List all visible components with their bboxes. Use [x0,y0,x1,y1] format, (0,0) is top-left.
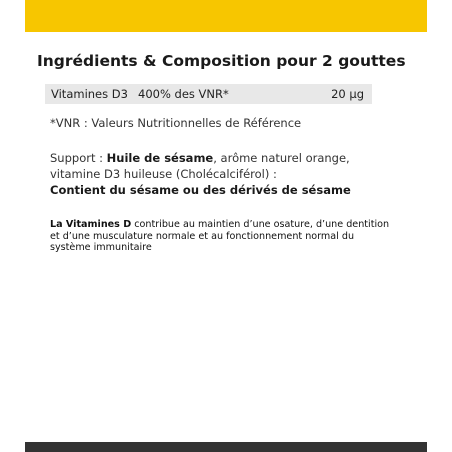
support-oil: Huile de sésame [106,151,214,165]
support-text [50,150,390,182]
bottom-color-band [25,442,427,452]
nutrient-row [45,84,372,104]
nutrient-name: Vitamines D3 [51,87,128,101]
top-color-band [25,0,427,32]
support-prefix: Support : [50,151,107,165]
page-title: Ingrédients & Composition pour 2 gouttes [37,52,406,70]
nutrient-vnr: 400% des VNR* [138,87,229,101]
support-rest: , arôme naturel orange, [213,151,350,165]
nutrient-quantity: 20 µg [331,87,364,101]
vnr-footnote: *VNR : Valeurs Nutritionnelles de Référence [50,116,302,130]
support-line2: vitamine D3 huileuse (Cholécalciférol) : [50,167,277,181]
claim-subject: La Vitamines D [50,219,132,230]
claim-text: contribue au maintien d’une osature, d’une dentition et d’une musculature normale et au fonctionnement normal du système immunitaire [50,219,390,253]
allergen-warning: Contient du sésame ou des dérivés de sésame [50,183,351,197]
health-claim [50,219,390,254]
